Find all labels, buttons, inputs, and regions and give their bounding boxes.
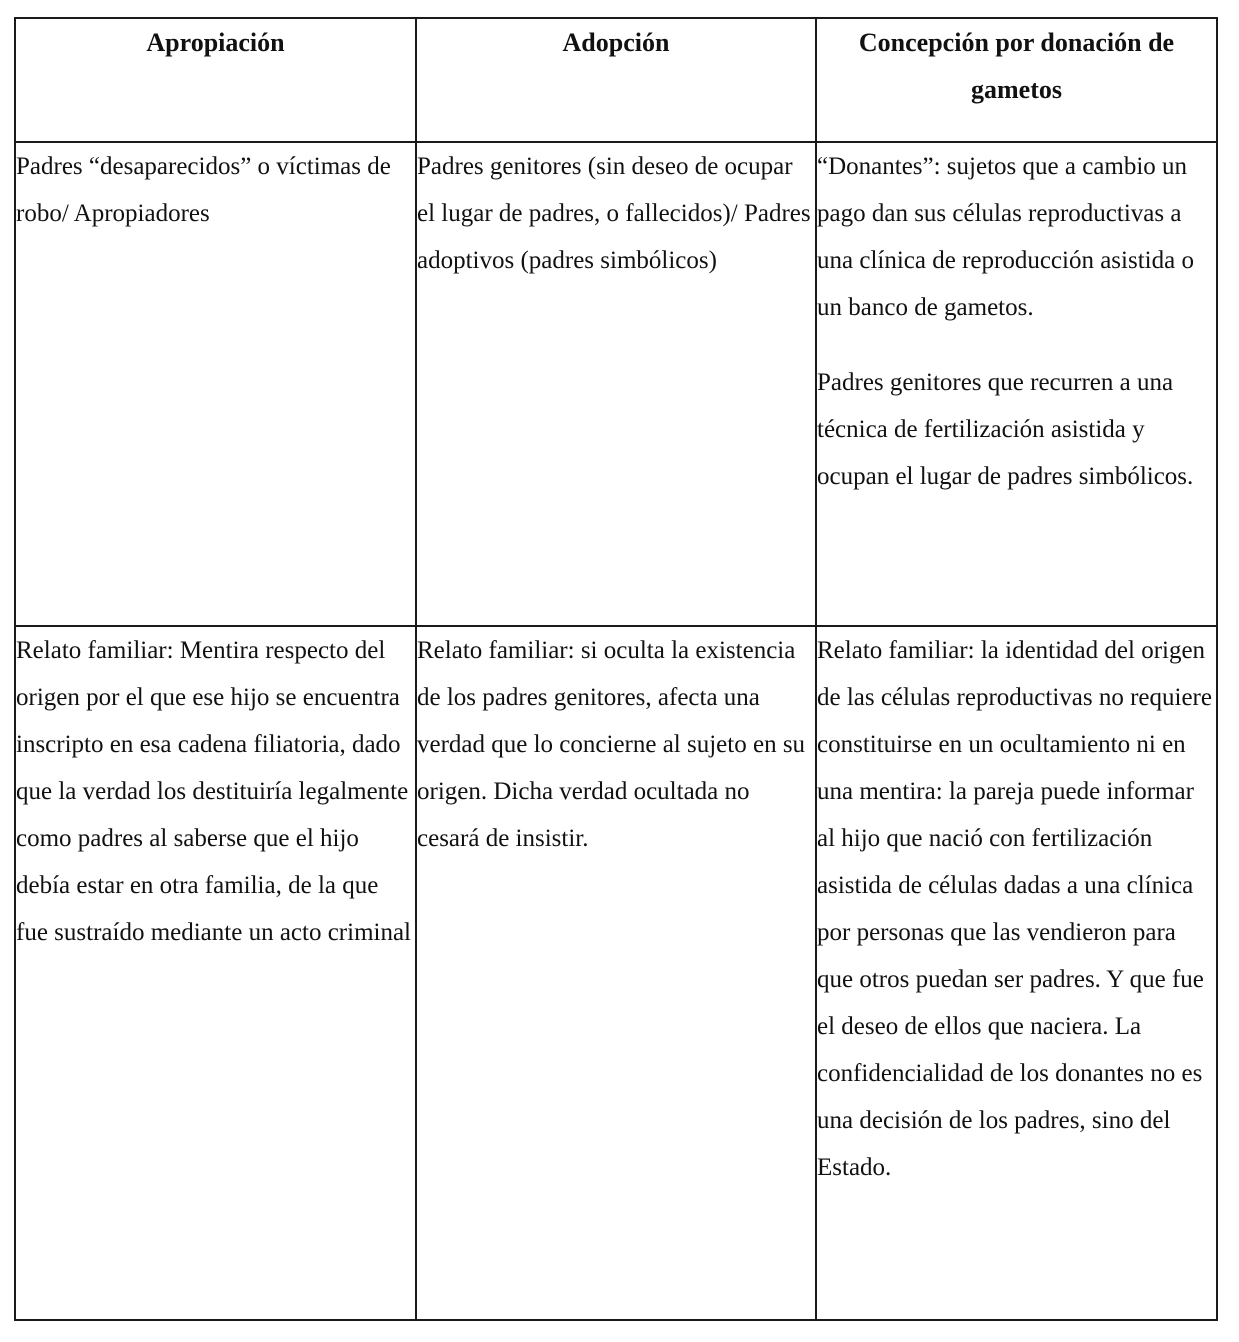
cell-paragraph: Relato familiar: si oculta la existencia de los padres genitores, afecta una verdad que lo concierne al sujeto en su origen. Dicha verdad ocultada no cesará de insistir.	[417, 637, 806, 852]
cell-paragraph: Relato familiar: la identidad del origen de las células reproductivas no requiere constituirse en un ocultamiento ni en una mentira: la pareja puede informar al hijo que nació con fertilización asistida de células dadas a una clínica por personas que las vendieron para que otros puedan ser padres. Y que fue el deseo de ellos que naciera. La confidencialidad de los donantes no es una decisión de los padres, sino del Estado.	[817, 637, 1212, 1181]
header-row	[15, 18, 1217, 142]
cell-paragraph: “Donantes”: sujetos que a cambio un pago dan sus células reproductivas a una clínica de reproducción asistida o un banco de gametos.	[817, 153, 1194, 321]
cell-paragraph: Padres genitores que recurren a una técnica de fertilización asistida y ocupan el lugar de padres simbólicos.	[817, 369, 1194, 490]
table-cell	[416, 626, 816, 1320]
header-cell-adopcion	[416, 18, 816, 142]
table-row	[15, 142, 1217, 626]
table-row	[15, 626, 1217, 1320]
table-cell	[816, 626, 1217, 1320]
header-cell-apropiacion	[15, 18, 416, 142]
table-cell	[15, 142, 416, 626]
table-cell	[416, 142, 816, 626]
header-label: Apropiación	[146, 28, 285, 57]
header-label: Adopción	[562, 28, 670, 57]
cell-paragraph: Padres genitores (sin deseo de ocupar el lugar de padres, o fallecidos)/ Padres adoptivos (padres simbólicos)	[417, 153, 811, 274]
header-label: Concepción por donación de gametos	[858, 28, 1175, 104]
table-cell	[816, 142, 1217, 626]
cell-paragraph: Padres “desaparecidos” o víctimas de robo/ Apropiadores	[16, 153, 391, 227]
table-cell	[15, 626, 416, 1320]
comparison-table	[14, 17, 1218, 1321]
header-cell-donacion-gametos	[816, 18, 1217, 142]
cell-paragraph: Relato familiar: Mentira respecto del origen por el que ese hijo se encuentra inscripto en esa cadena filiatoria, dado que la verdad los destituiría legalmente como padres al saberse que el hijo debía estar en otra familia, de la que fue sustraído mediante un acto criminal	[16, 637, 412, 946]
